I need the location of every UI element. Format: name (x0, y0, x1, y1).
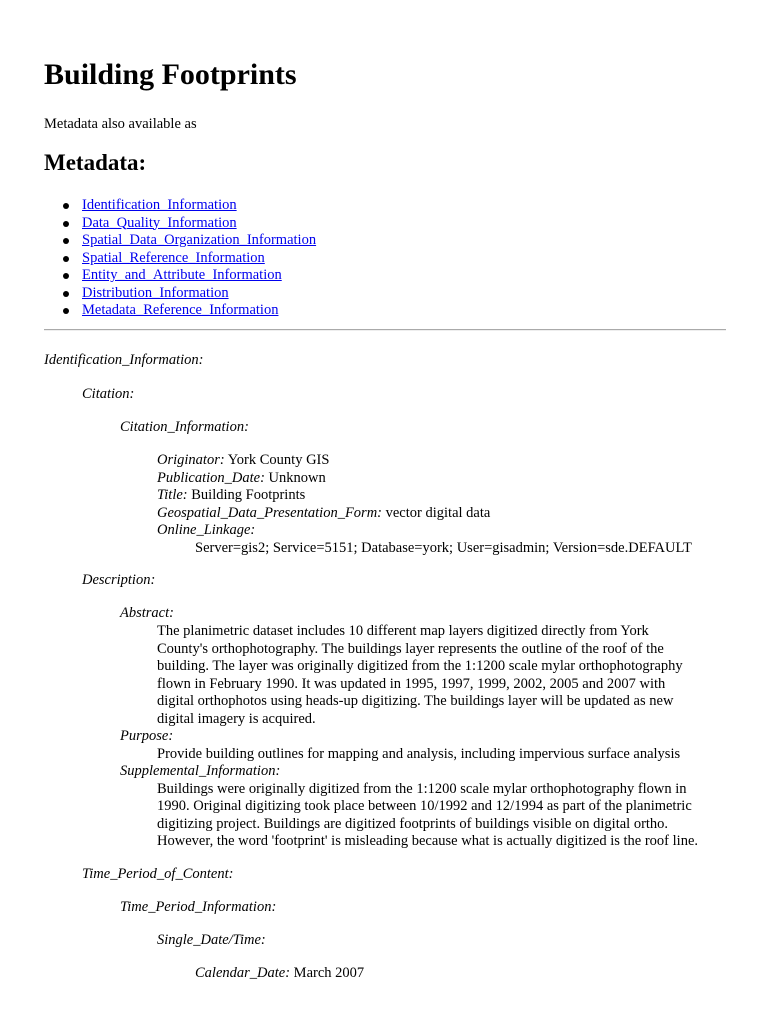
description-heading: Description: (82, 572, 156, 588)
abstract-text: The planimetric dataset includes 10 different map layers digitized directly from York County's orthophotography. The buildings layer represents the outline of the roof of the building. The layer was originally digitized from the 1:1200 scale mylar orthophotography flown in February 1990. It was updated in 1995, 1997, 1999, 2002, 2005 and 2007 with digital orthophotos using heads-up digitizing. The buildings layer will be updated as new digital imagery is acquired. (157, 623, 683, 727)
supplemental-text: Buildings were originally digitized from the 1:1200 scale mylar orthophotography flown in 1990. Original digitizing took place between 10/1992 and 12/1994 as part of the planimetric digitizing project. Buildings are digitized footprints of buildings visible on digital ortho. However, the word 'footprint' is misleading because what is actually digitized is the roof line. (157, 780, 699, 849)
title-row: Title: Building Footprints (157, 487, 306, 503)
toc-list (44, 197, 316, 320)
geoform-row: Geospatial_Data_Presentation_Form: vector digital data (157, 504, 491, 521)
toc-item (44, 215, 316, 233)
bullet-icon (63, 238, 69, 244)
abstract-label: Abstract: (120, 605, 174, 621)
single-date-heading: Single_Date/Time: (157, 932, 266, 948)
purpose-text: Provide building outlines for mapping and analysis, including impervious surface analysis (157, 745, 681, 762)
toc-link-spatial-data-organization[interactable]: Spatial_Data_Organization_Information (82, 232, 317, 248)
toc-link-metadata-reference[interactable]: Metadata_Reference_Information (82, 302, 279, 318)
bullet-icon (63, 203, 69, 209)
toc-item (44, 250, 316, 268)
calendar-date-row: Calendar_Date: March 2007 (195, 965, 365, 981)
online-linkage-label: Online_Linkage: (157, 522, 256, 538)
originator-row: Originator: York County GIS (157, 452, 330, 468)
page-title: Building Footprints (44, 58, 297, 91)
identification-heading: Identification_Information: (44, 352, 204, 368)
also-available-text: Metadata also available as (44, 116, 197, 132)
bullet-icon (63, 291, 69, 297)
toc-link-entity-attribute[interactable]: Entity_and_Attribute_Information (82, 267, 282, 283)
time-period-heading: Time_Period_of_Content: (82, 866, 234, 882)
purpose-label: Purpose: (120, 728, 174, 744)
pubdate-row: Publication_Date: Unknown (157, 469, 326, 486)
toc-link-spatial-reference[interactable]: Spatial_Reference_Information (82, 249, 265, 266)
bullet-icon (63, 256, 69, 262)
bullet-icon (63, 273, 69, 279)
toc-item (44, 232, 316, 250)
bullet-icon (63, 221, 69, 227)
toc-link-identification[interactable]: Identification_Information (82, 197, 237, 213)
online-linkage-value: Server=gis2; Service=5151; Database=york; User=gisadmin; Version=sde.DEFAULT (195, 539, 692, 556)
citation-info-heading: Citation_Information: (120, 419, 249, 435)
toc-link-distribution[interactable]: Distribution_Information (82, 284, 229, 301)
toc-link-data-quality[interactable]: Data_Quality_Information (82, 214, 237, 231)
divider (44, 329, 726, 331)
toc-item (44, 197, 316, 215)
toc-item (44, 267, 316, 285)
supplemental-label: Supplemental_Information: (120, 763, 281, 779)
metadata-heading: Metadata: (44, 150, 147, 175)
toc-item (44, 302, 316, 320)
bullet-icon (63, 308, 69, 314)
time-period-info-heading: Time_Period_Information: (120, 899, 277, 915)
toc-item (44, 285, 316, 303)
citation-heading: Citation: (82, 386, 135, 402)
